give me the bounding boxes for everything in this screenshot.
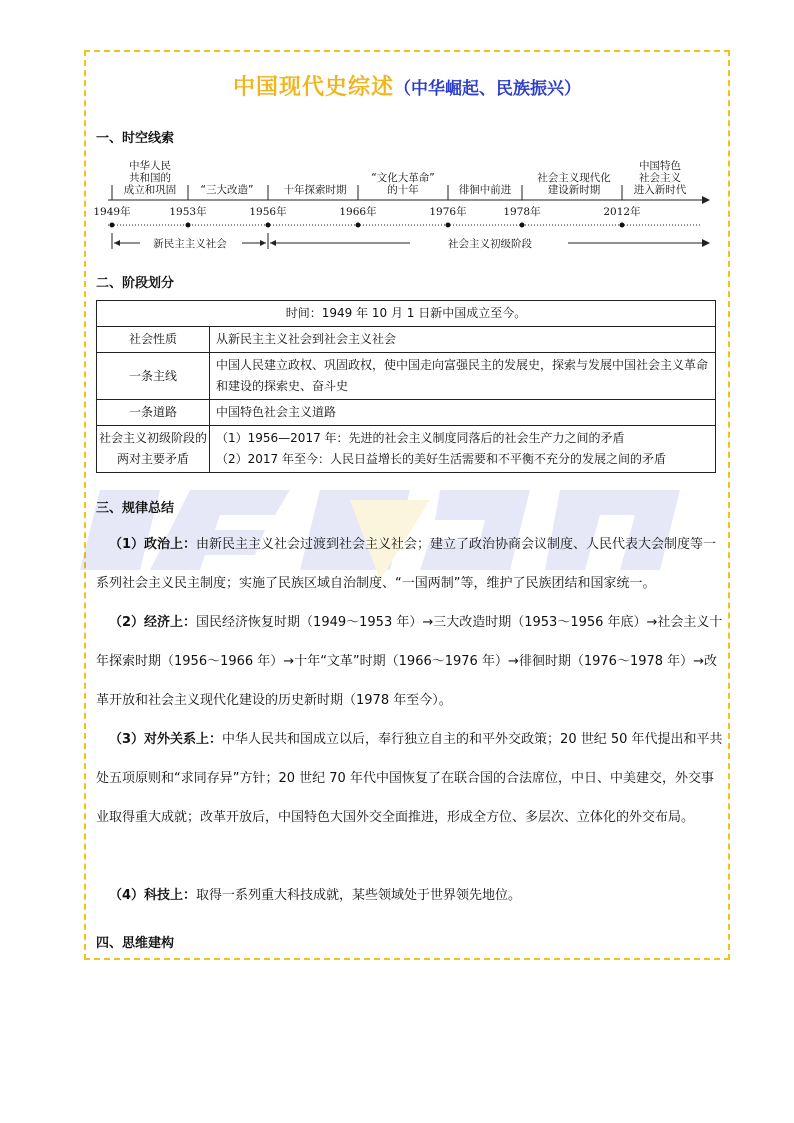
row-label: 一条道路 [97,400,210,426]
row-label: 社会性质 [97,327,210,353]
period-1: 中华人民共和国的成立和巩固 [123,160,177,196]
section-heading-summary: 三、规律总结 [96,501,175,516]
page-title [84,70,730,101]
summary-economy-text: 国民经济恢复时期（1949～1953 年）→三大改造时期（1953～1956 年底）→社会主义十年探索时期（1956～1966 年）→十年“文革”时期（1966～1976 年）→徘徊时期（1976～1978 年）→改革开放和社会主义现代化建设的历史新时期（1978 年至今）。 [96,615,723,708]
year-1966: 1966年 [339,206,377,218]
timeline-years [93,205,641,218]
period-3: 十年探索时期 [283,184,347,196]
timeline-arrow-icon [702,196,710,204]
row-value: 从新民主主义社会到社会主义社会 [210,327,716,353]
stage-primary-socialism: 社会主义初级阶段 [448,238,532,250]
stage-a-left-arrow-icon [114,240,120,246]
stage-b-right-arrow-icon [702,239,710,247]
summary-foreign-lead: （3）对外关系上： [109,732,223,747]
summary-foreign [96,720,724,837]
period-5: 徘徊中前进 [458,184,512,196]
summary-foreign-text: 中华人民共和国成立以后，奉行独立自主的和平外交政策；20 世纪 50 年代提出和平共处五项原则和“求同存异”方针；20 世纪 70 年代中国恢复了在联合国的合法席位，中日、中美建交，外交事业取得重大成就；改革开放后，中国特色大国外交全面推进，形成全方位、多层次、立体化的外交布局。 [96,732,723,825]
year-1956: 1956年 [249,206,287,218]
table-row [97,327,716,353]
year-1976: 1976年 [429,206,467,218]
timeline-ticks [112,185,622,200]
row-label: 社会主义初级阶段的两对主要矛盾 [97,426,210,473]
section-heading-stages: 二、阶段划分 [96,276,175,291]
summary-science-lead: （4）科技上： [109,888,197,903]
row-value: 中国人民建立政权、巩固政权，使中国走向富强民主的发展史，探索与发展中国社会主义革命和建设的探索史、奋斗史 [210,353,716,400]
summary-science-text: 取得一系列重大科技成就，某些领域处于世界领先地位。 [196,888,522,903]
year-1949: 1949年 [93,206,131,218]
table-row [97,400,716,426]
table-row [97,353,716,400]
row-label: 一条主线 [97,353,210,400]
timeline-period-labels [124,159,687,196]
summary-economy [96,603,724,720]
contradiction-1: （1）1956—2017 年：先进的社会主义制度同落后的社会生产力之间的矛盾 [216,431,625,445]
row-value [210,426,716,473]
year-2012: 2012年 [603,206,641,218]
period-4: “文化大革命”的十年 [371,172,435,196]
timeline [90,155,714,255]
period-2: “三大改造” [200,184,254,196]
period-7: 中国特色社会主义进入新时代 [633,160,687,196]
section-heading-timeline: 一、时空线索 [96,131,175,146]
section-heading-thinking: 四、思维建构 [96,936,175,951]
year-1953: 1953年 [169,206,207,218]
row-value: 中国特色社会主义道路 [210,400,716,426]
title-sub: （中华崛起、民族振兴） [394,79,581,99]
year-1978: 1978年 [503,206,541,218]
title-main: 中国现代史综述 [232,75,394,100]
contradiction-2: （2）2017 年至今：人民日益增长的美好生活需要和不平衡不充分的发展之间的矛盾 [216,452,666,466]
stage-table [96,300,716,473]
table-row [97,426,716,473]
stage-b-left-arrow-icon [270,240,276,246]
stage-new-democracy: 新民主主义社会 [153,238,227,250]
stage-table-header: 时间：1949 年 10 月 1 日新中国成立至今。 [97,301,716,327]
summary-politics [96,525,724,603]
summary-science [96,876,724,915]
summary-politics-text: 由新民主主义社会过渡到社会主义社会；建立了政治协商会议制度、人民代表大会制度等一系列社会主义民主制度；实施了民族区域自治制度、“一国两制”等，维护了民族团结和国家统一。 [96,537,717,591]
stage-a-right-arrow-icon [260,240,266,246]
summary-economy-lead: （2）经济上： [109,615,197,630]
period-6: 社会主义现代化建设新时期 [537,172,611,196]
summary-politics-lead: （1）政治上： [109,537,197,552]
